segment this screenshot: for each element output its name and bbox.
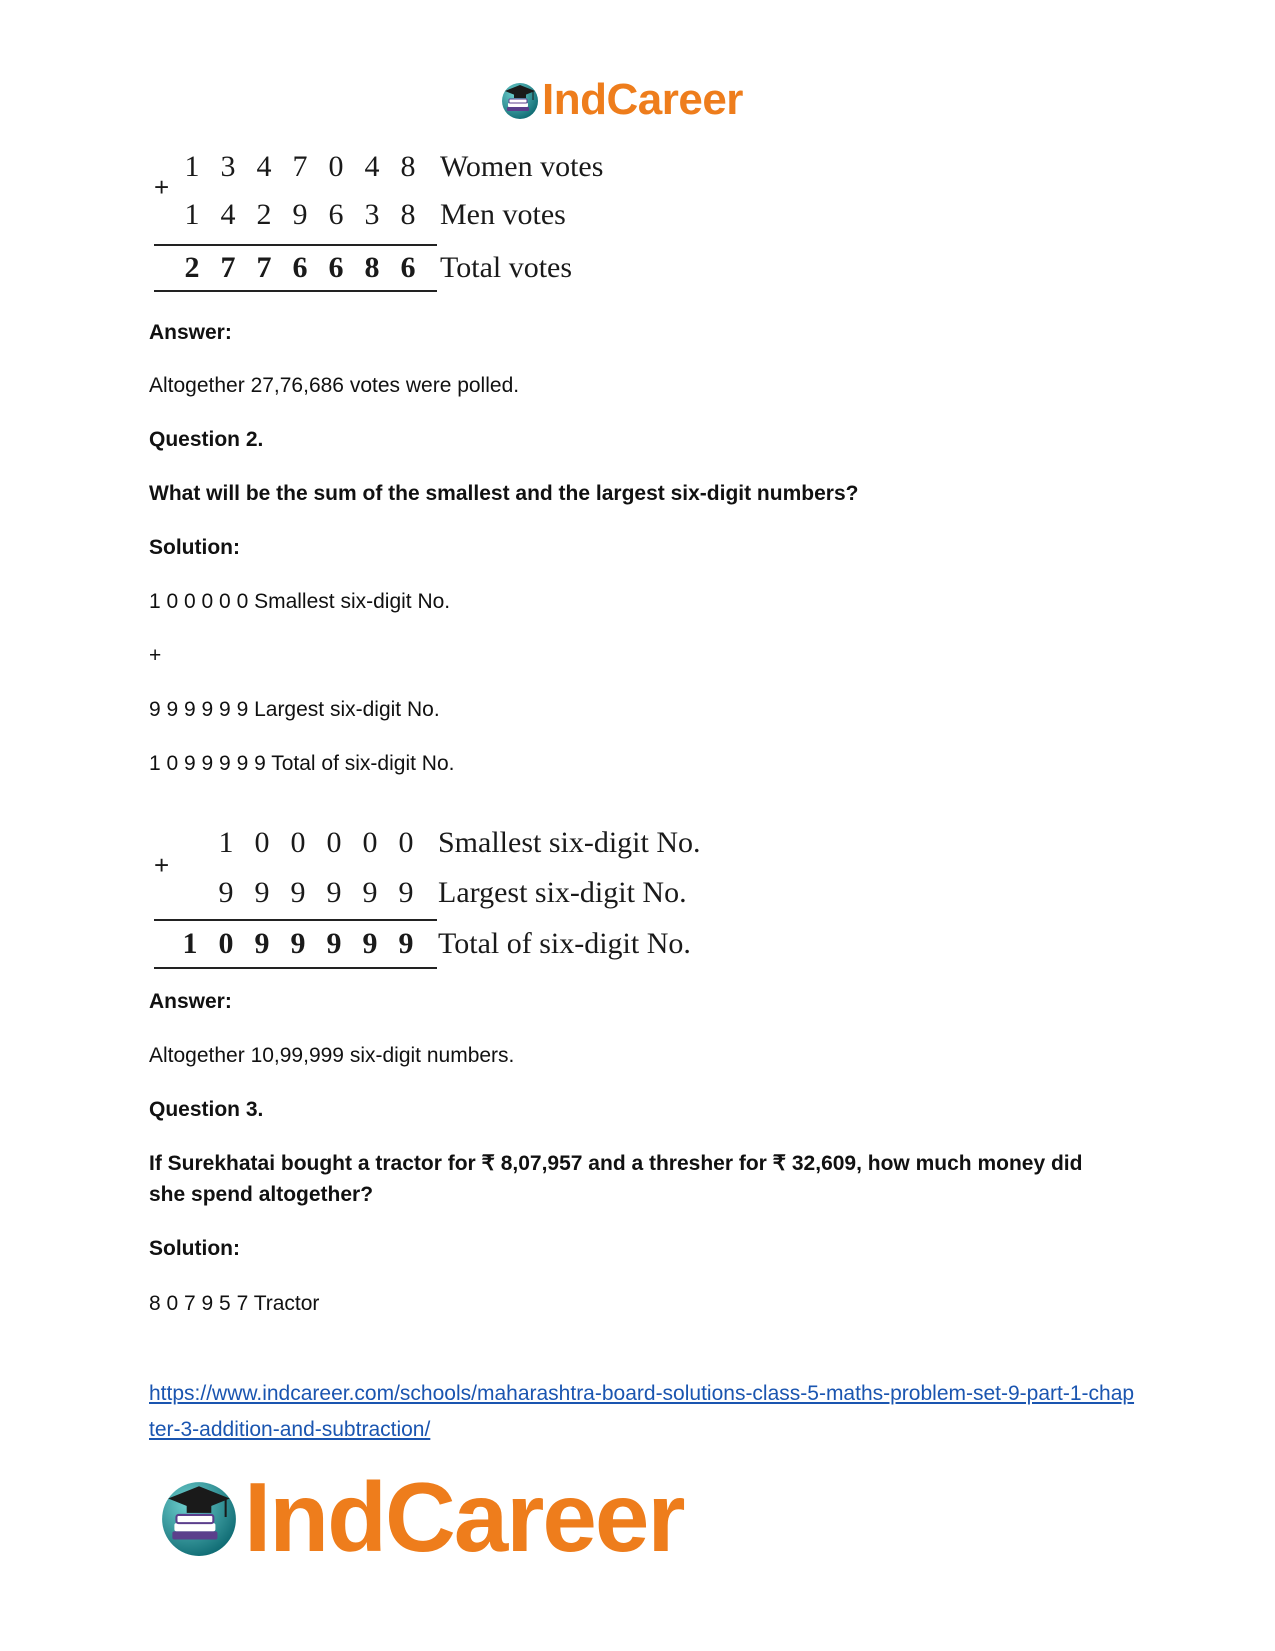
digit: 1: [218, 826, 234, 859]
digit: 6: [400, 251, 416, 284]
digit: 9: [290, 876, 306, 909]
brand-wordmark: IndCareer: [542, 75, 743, 124]
q2-answer-heading: Answer:: [149, 990, 232, 1013]
total-row: [150, 251, 572, 285]
digit: 9: [218, 876, 234, 909]
digit: 2: [184, 251, 200, 284]
digit: 8: [400, 198, 416, 231]
digit-group: [150, 876, 424, 910]
q2-solution-line: 1 0 9 9 9 9 9 Total of six-digit No.: [149, 752, 455, 775]
q3-question: If Surekhatai bought a tractor for ₹ 8,07,957 and a thresher for ₹ 32,609, how much money did she spend altogether?: [149, 1152, 1083, 1206]
q3-solution-line: 8 0 7 9 5 7 Tractor: [149, 1292, 320, 1315]
digit: 1: [182, 927, 198, 960]
digit: 7: [256, 251, 272, 284]
addend-row-largest: [150, 876, 687, 910]
q2-solution-line: 1 0 0 0 0 0 Smallest six-digit No.: [149, 590, 451, 613]
digit: 0: [218, 927, 234, 960]
digit: 4: [364, 150, 380, 183]
digit: 4: [220, 198, 236, 231]
digit: 7: [220, 251, 236, 284]
digit: 6: [328, 251, 344, 284]
digit: 3: [220, 150, 236, 183]
addend-row-men: [150, 198, 566, 232]
digit: 9: [398, 876, 414, 909]
digit: 0: [326, 826, 342, 859]
sum-rule-bottom: [154, 967, 437, 969]
total-row: [150, 927, 691, 961]
row-label: Total votes: [440, 251, 573, 284]
row-label: Total of six-digit No.: [438, 927, 691, 960]
digit: 9: [290, 927, 306, 960]
sum-rule-bottom: [154, 290, 437, 292]
row-label: Smallest six-digit No.: [438, 826, 701, 859]
digit-group: [150, 826, 424, 860]
digit-group: [150, 251, 426, 285]
q1-answer-text: Altogether 27,76,686 votes were polled.: [149, 374, 520, 397]
q3-solution-heading: Solution:: [149, 1237, 240, 1260]
addend-row-smallest: [150, 826, 701, 860]
q2-answer-text: Altogether 10,99,999 six-digit numbers.: [149, 1044, 515, 1067]
q3-number: Question 3.: [149, 1098, 264, 1121]
digit: 9: [254, 927, 270, 960]
digit: 0: [398, 826, 414, 859]
row-label: Men votes: [440, 198, 566, 231]
source-link[interactable]: https://www.indcareer.com/schools/maharashtra-board-solutions-class-5-maths-problem-set-9-part-1-chapter-3-addition-and-subtraction/: [149, 1382, 1135, 1441]
plus-sign: +: [154, 850, 170, 880]
q2-solution-line: 9 9 9 9 9 9 Largest six-digit No.: [149, 698, 440, 721]
digit: 4: [256, 150, 272, 183]
digit: 0: [290, 826, 306, 859]
digit-group: [150, 927, 424, 961]
graduation-cap-books-globe-icon: [500, 80, 540, 120]
digit: 1: [184, 198, 200, 231]
digit: 8: [364, 251, 380, 284]
footer-logo: [158, 1462, 684, 1572]
row-label: Largest six-digit No.: [438, 876, 687, 909]
digit: 1: [184, 150, 200, 183]
digit: 9: [292, 198, 308, 231]
digit: 9: [362, 927, 378, 960]
digit: 6: [292, 251, 308, 284]
row-label: Women votes: [440, 150, 604, 183]
q2-solution-line: +: [149, 644, 162, 667]
q1-answer-heading: Answer:: [149, 321, 232, 344]
sum-rule-top: [154, 244, 437, 246]
digit: 0: [328, 150, 344, 183]
digit: 6: [328, 198, 344, 231]
brand-wordmark: IndCareer: [244, 1462, 684, 1572]
q2-question: What will be the sum of the smallest and the largest six-digit numbers?: [149, 482, 859, 505]
q2-solution-heading: Solution:: [149, 536, 240, 559]
graduation-cap-books-globe-icon: [158, 1476, 240, 1558]
sum-rule-top: [154, 919, 437, 921]
digit: 9: [326, 927, 342, 960]
digit: 0: [362, 826, 378, 859]
digit: 3: [364, 198, 380, 231]
digit: 8: [400, 150, 416, 183]
digit: 2: [256, 198, 272, 231]
digit: 7: [292, 150, 308, 183]
digit-group: [150, 150, 426, 184]
q2-number: Question 2.: [149, 428, 264, 451]
addend-row-women: [150, 150, 603, 184]
digit: 9: [326, 876, 342, 909]
digit: 0: [254, 826, 270, 859]
digit-group: [150, 198, 426, 232]
digit: 9: [362, 876, 378, 909]
plus-sign: +: [154, 172, 170, 202]
header-logo: [500, 75, 743, 124]
digit: 9: [398, 927, 414, 960]
digit: 9: [254, 876, 270, 909]
